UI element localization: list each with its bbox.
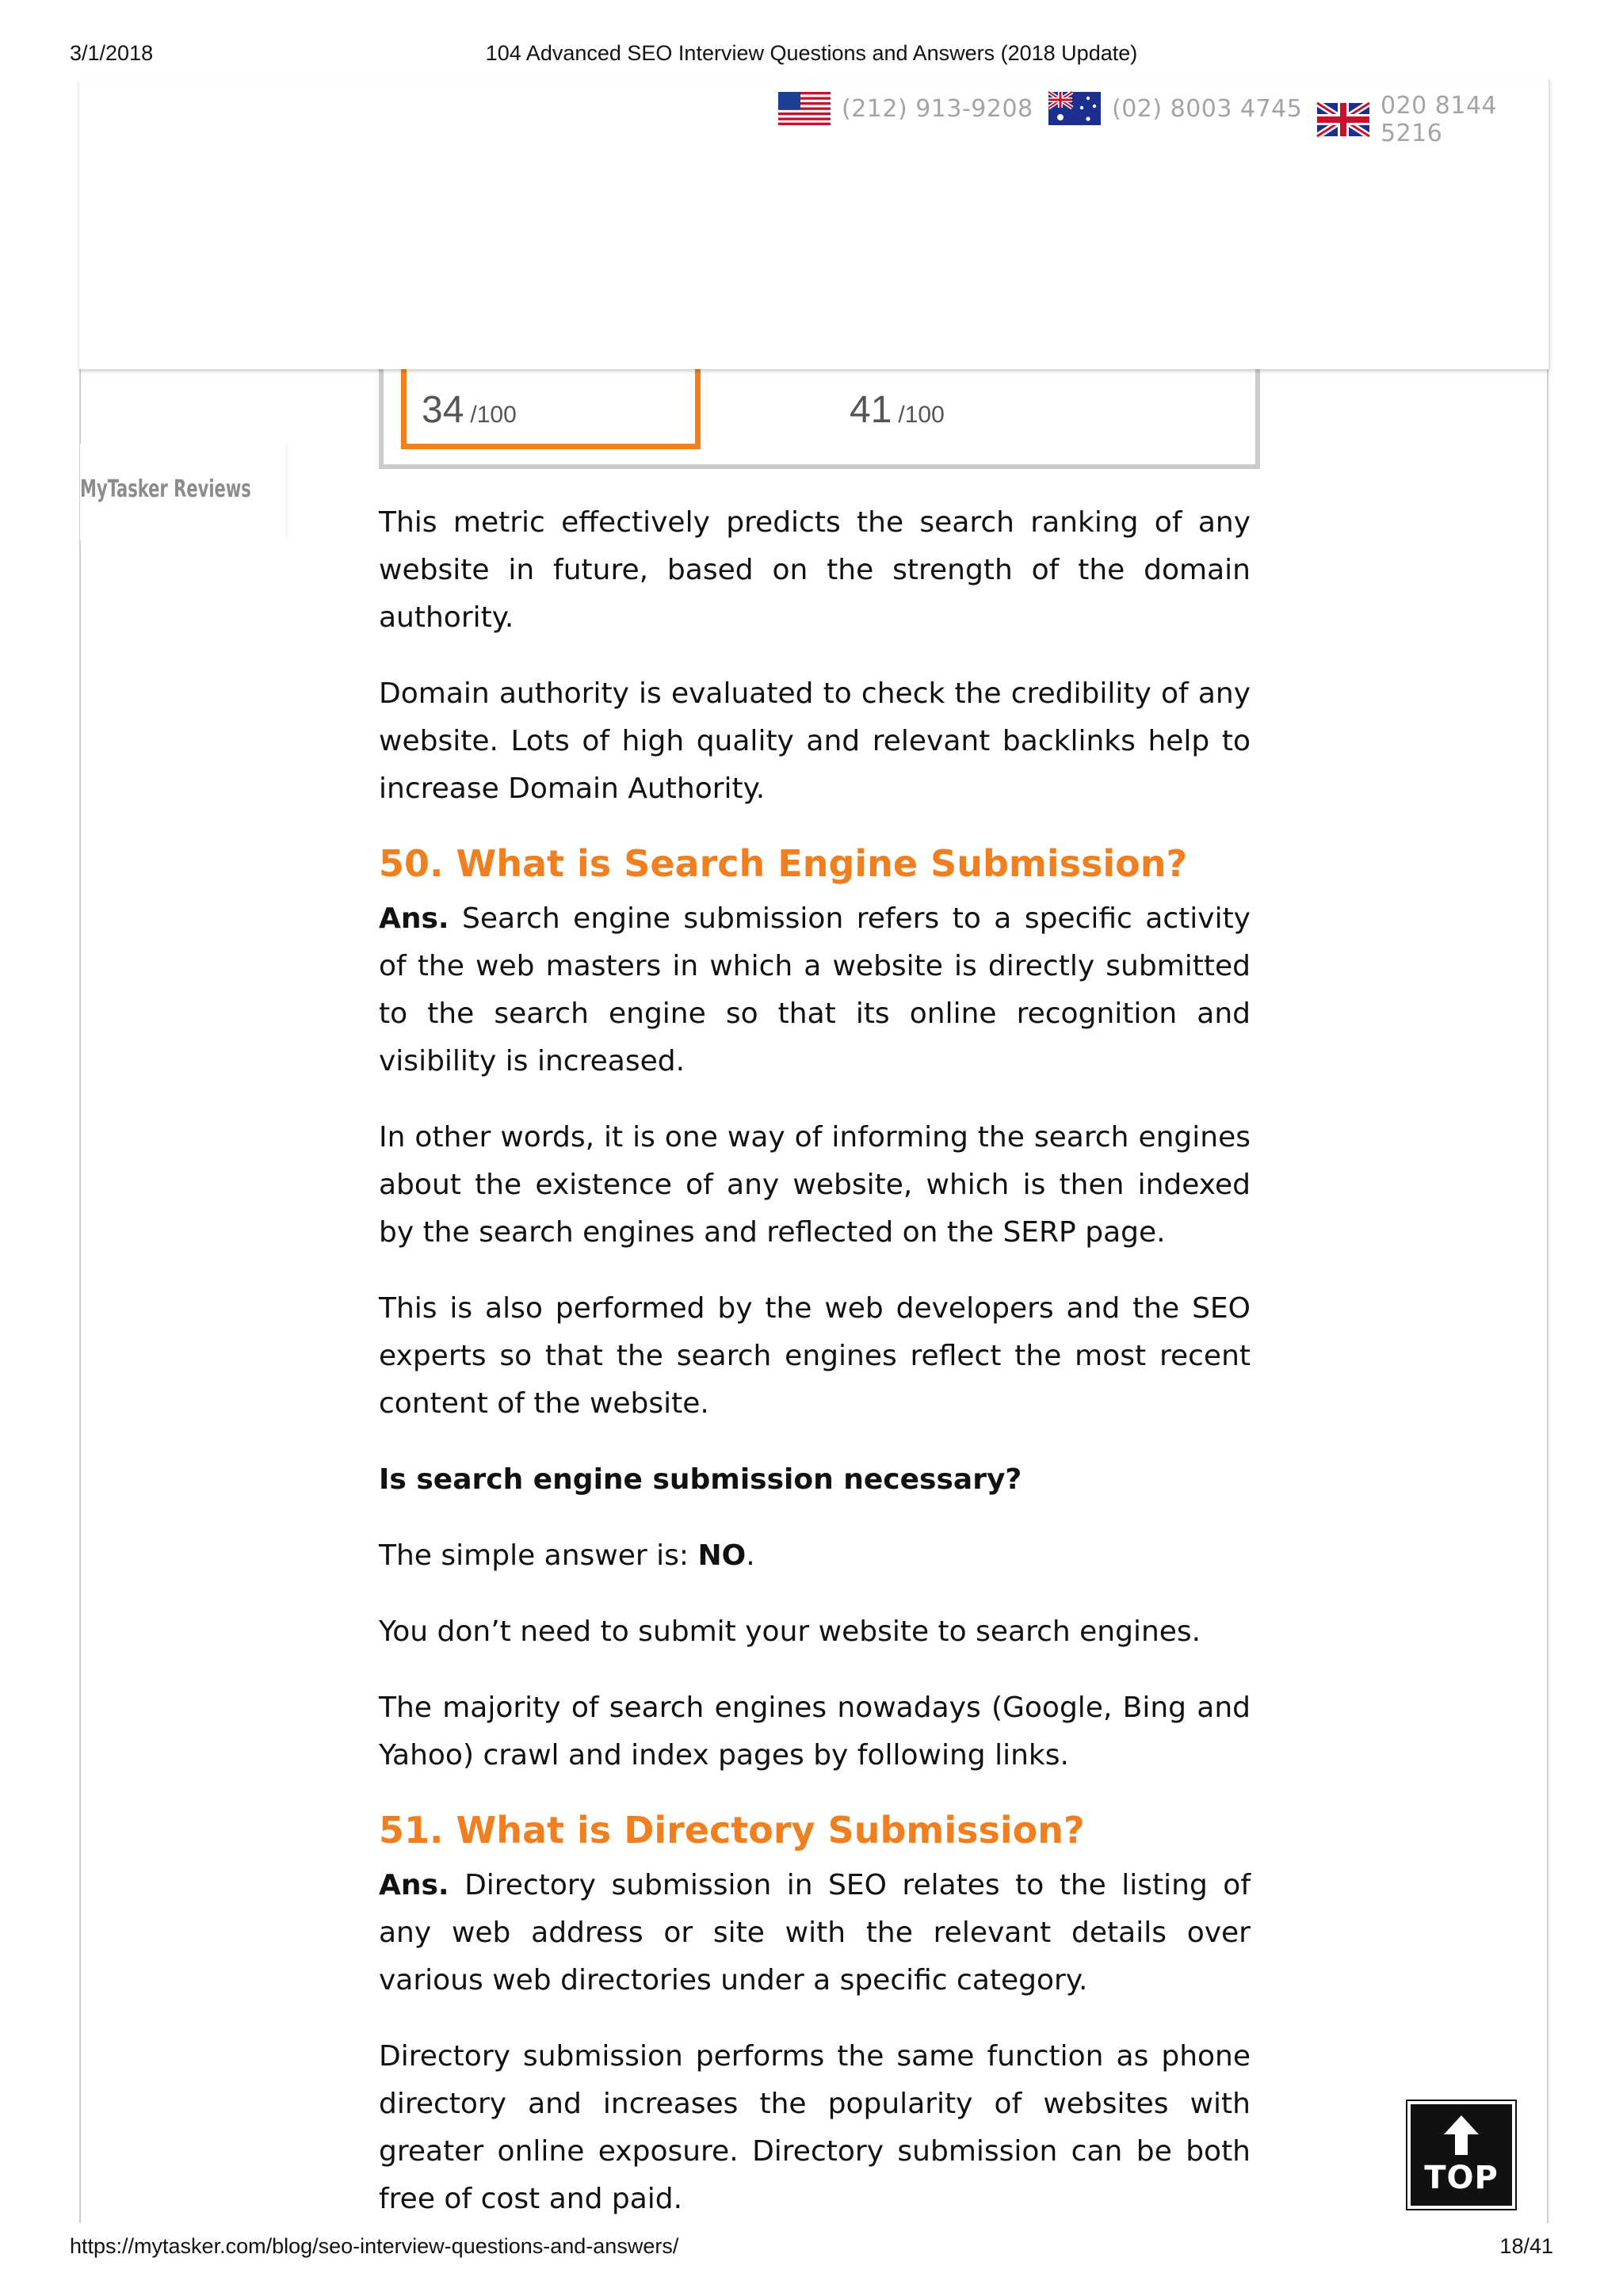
domain-authority-metric [422, 388, 517, 432]
answer-text: Directory submission in SEO relates to the listing of any web address or site with the relevant details over various web directories under a specific category. [379, 1869, 1251, 1997]
arrow-up-icon [1442, 2115, 1480, 2155]
mytasker-reviews-label: MyTasker Reviews [80, 475, 251, 503]
phone-au-link[interactable] [1048, 92, 1302, 125]
back-to-top-button[interactable] [1407, 2101, 1515, 2209]
question-51-answer [379, 1862, 1251, 2004]
print-url: https://mytasker.com/blog/seo-interview-questions-and-answers/ [70, 2234, 679, 2258]
mytasker-reviews-tab[interactable] [80, 444, 287, 540]
phone-au-number: (02) 8003 4745 [1112, 94, 1303, 123]
article-body [379, 499, 1251, 2223]
simple-answer-value: NO [697, 1539, 747, 1572]
answer-label: Ans. [379, 902, 449, 935]
question-50-heading: 50. What is Search Engine Submission? [379, 842, 1188, 885]
phone-us-link[interactable] [778, 92, 1033, 125]
paragraph: In other words, it is one way of informing the search engines about the existence of any website, which is then indexed by the search engines and reflected on the SERP page. [379, 1121, 1251, 1249]
phone-uk-number: 020 8144 5216 [1381, 92, 1498, 147]
page-authority-metric [850, 388, 945, 432]
page-authority-max: /100 [898, 402, 945, 428]
paragraph: You don’t need to submit your website to search engines. [379, 1615, 1201, 1648]
domain-authority-value: 34 [422, 389, 464, 431]
content-frame-right-border [1547, 369, 1549, 2223]
print-header [0, 41, 1623, 73]
paragraph: Domain authority is evaluated to check the credibility of any website. Lots of high quality and relevant backlinks help to increase Domain Authority. [379, 677, 1251, 805]
uk-flag-icon [1317, 103, 1369, 136]
back-to-top-label: TOP [1424, 2160, 1499, 2196]
simple-answer-prefix: The simple answer is: [379, 1539, 698, 1572]
phone-uk-link[interactable] [1317, 92, 1549, 147]
page-authority-value: 41 [850, 389, 892, 431]
au-flag-icon [1048, 92, 1101, 125]
domain-authority-max: /100 [470, 402, 517, 428]
question-51-heading: 51. What is Directory Submission? [379, 1809, 1085, 1852]
simple-answer [379, 1532, 1251, 1580]
paragraph: This is also performed by the web developers and the SEO experts so that the search engines reflect the most recent content of the website. [379, 1292, 1251, 1420]
print-date: 3/1/2018 [70, 41, 154, 65]
print-footer [0, 2234, 1623, 2266]
paragraph: This metric effectively predicts the search ranking of any website in future, based on the strength of the domain authority. [379, 506, 1251, 634]
content-frame-left-border [79, 369, 81, 2223]
paragraph: The majority of search engines nowadays (Google, Bing and Yahoo) crawl and index pages by following links. [379, 1691, 1251, 1772]
print-title: 104 Advanced SEO Interview Questions and Answers (2018 Update) [485, 41, 1138, 65]
answer-label: Ans. [379, 1869, 449, 1901]
question-50-answer [379, 895, 1251, 1085]
paragraph: Directory submission performs the same function as phone directory and increases the popularity of websites with greater online exposure. Directory submission can be both free of cost and paid. [379, 2040, 1251, 2215]
subheading-text: Is search engine submission necessary? [379, 1463, 1022, 1496]
print-page-number: 18/41 [1499, 2234, 1553, 2258]
simple-answer-suffix: . [746, 1539, 755, 1572]
answer-text: Search engine submission refers to a specific activity of the web masters in which a website is directly submitted to the search engine so that its online recognition and visibility is increased. [379, 902, 1251, 1077]
site-header [79, 79, 1550, 369]
subheading [379, 1456, 1251, 1504]
us-flag-icon [778, 92, 831, 125]
phone-us-number: (212) 913-9208 [842, 94, 1033, 123]
